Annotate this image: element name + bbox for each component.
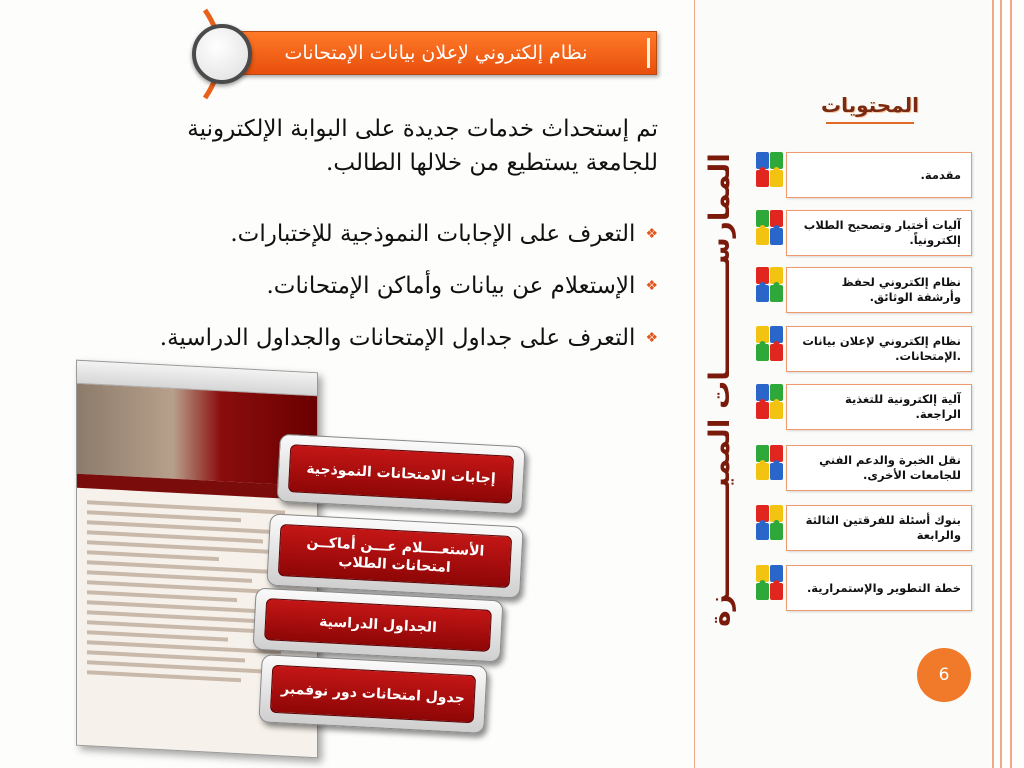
slide-title (215, 31, 657, 75)
puzzle-icon (754, 441, 786, 487)
toc-heading-underline (826, 122, 914, 124)
puzzle-icon (754, 322, 786, 368)
puzzle-icon (754, 263, 786, 309)
intro-text: تم إستحداث خدمات جديدة على البوابة الإلكترونية للجامعة يستطيع من خلالها الطالب. (187, 116, 658, 176)
study-schedules-button[interactable]: الجداول الدراسية (253, 588, 504, 663)
diamond-bullet-icon: ❖ (645, 278, 658, 294)
exam-locations-button[interactable]: الأستعــــلام عـــن أماكــن امتحانات الطلاب (266, 513, 523, 598)
model-answers-button[interactable]: إجابات الامتحانات النموذجية (276, 434, 525, 515)
november-exams-button[interactable]: جدول امتحانات دور نوفمبر (258, 654, 487, 734)
toc-item[interactable] (754, 210, 974, 258)
puzzle-icon (754, 148, 786, 194)
page-number: 6 (917, 648, 971, 702)
diamond-bullet-icon: ❖ (645, 330, 658, 346)
list-item: ❖ التعرف على الإجابات النموذجية للإختبارات. (70, 208, 658, 260)
toc-item-label: نظام إلكتروني لحفظ وأرشفة الوثائق. (786, 267, 972, 313)
toc-item[interactable] (754, 326, 974, 374)
toc-item[interactable] (754, 505, 974, 553)
puzzle-icon (754, 206, 786, 252)
toc-heading: المحتويات (820, 93, 919, 117)
puzzle-icon (754, 380, 786, 426)
vertical-title-text: الممارســـــــــــات المميـــــــــــزة (703, 153, 736, 627)
bullet-list (70, 208, 658, 364)
list-item: ❖ التعرف على جداول الإمتحانات والجداول الدراسية. (70, 312, 658, 364)
puzzle-icon (754, 561, 786, 607)
toc-item-label: بنوك أسئلة للفرقتين الثالثة والرابعة (786, 505, 972, 551)
title-circle-icon (192, 24, 252, 84)
toc-item[interactable] (754, 152, 974, 200)
toc-item[interactable] (754, 384, 974, 432)
toc-item-label: نقل الخبرة والدعم الفني للجامعات الأخرى. (786, 445, 972, 491)
toc-item-label: نظام إلكتروني لإعلان بيانات .الإمتحانات. (786, 326, 972, 372)
slide-title-text: نظام إلكتروني لإعلان بيانات الإمتحانات (284, 42, 588, 64)
toc-item-label: آلية إلكترونية للتغذية الراجعة. (786, 384, 972, 430)
toc-item[interactable] (754, 445, 974, 493)
toc-item[interactable] (754, 565, 974, 613)
toc-item-label: آليات أختبار وتصحيح الطلاب إلكترونياً. (786, 210, 972, 256)
diamond-bullet-icon: ❖ (645, 226, 658, 242)
toc-item-label: خطة التطوير والإستمرارية. (786, 565, 972, 611)
vertical-title (676, 90, 766, 690)
toc-item-label: مقدمة. (786, 152, 972, 198)
toc-item[interactable] (754, 267, 974, 315)
puzzle-icon (754, 501, 786, 547)
list-item: ❖ الإستعلام عن بيانات وأماكن الإمتحانات. (70, 260, 658, 312)
